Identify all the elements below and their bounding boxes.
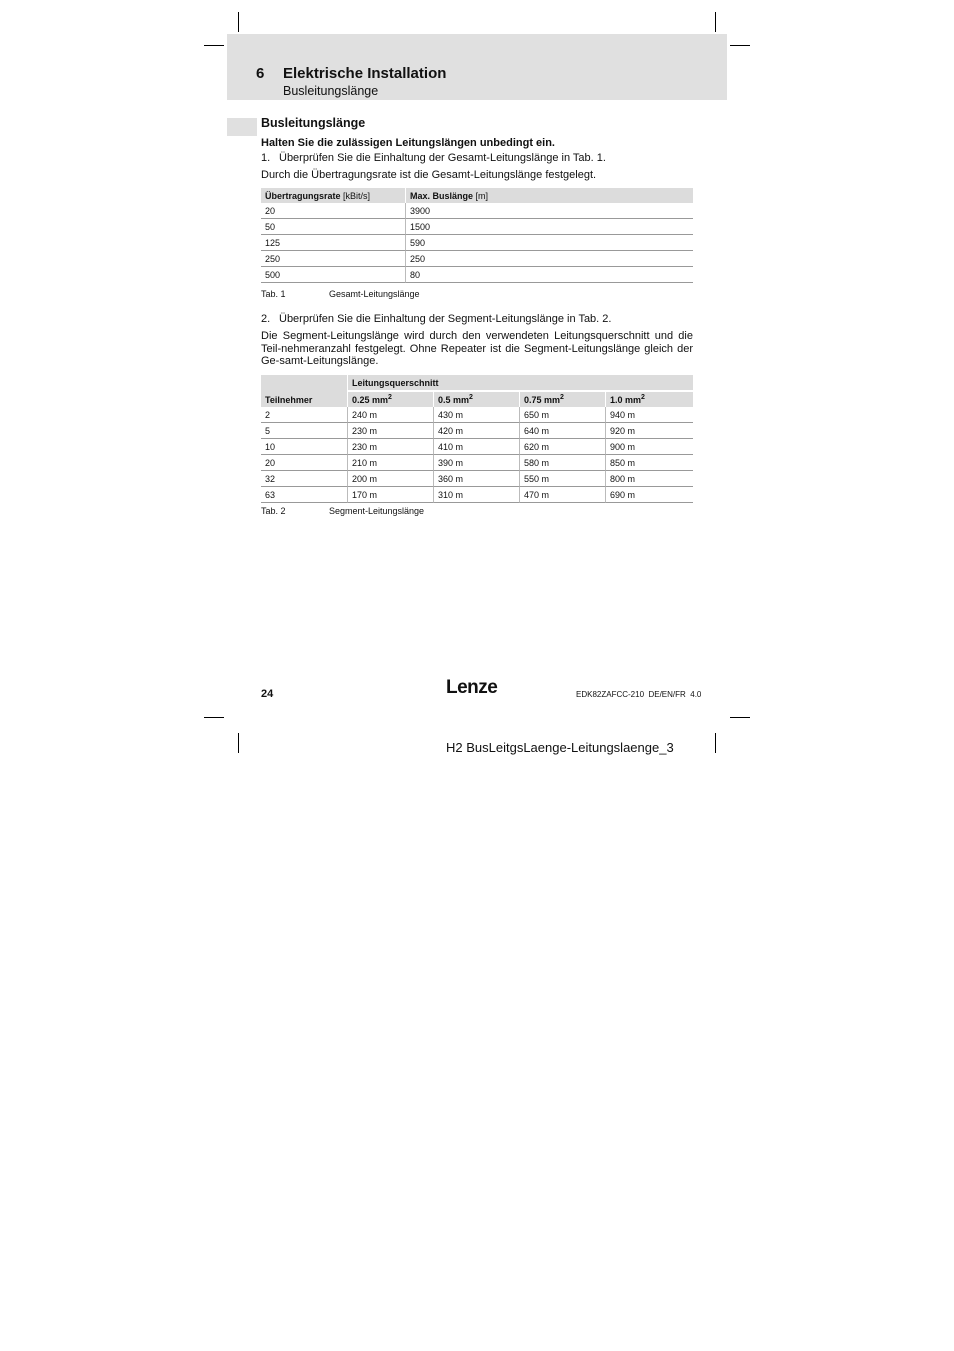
- table-cell: 63: [261, 487, 348, 503]
- table-row: [261, 455, 693, 471]
- table-row: [261, 251, 693, 267]
- table-cell: 210 m: [348, 455, 434, 471]
- crop-mark-top-right-horizontal: [730, 45, 750, 46]
- instruction-text: Halten Sie die zulässigen Leitungslängen unbedingt ein.: [261, 137, 555, 149]
- table-cell: 550 m: [520, 471, 606, 487]
- table-row: [261, 471, 693, 487]
- crop-mark-bottom-right-vertical: [715, 733, 716, 753]
- section-marker: [227, 118, 257, 136]
- document-id: EDK82ZAFCC-210 DE/EN/FR 4.0: [576, 690, 702, 699]
- section-title: Busleitungslänge: [261, 116, 366, 130]
- step1-note: Durch die Übertragungsrate ist die Gesamt-Leitungslänge festgelegt.: [261, 169, 597, 181]
- table-row: [261, 439, 693, 455]
- table-cell: 80: [406, 267, 693, 283]
- table-cell: 850 m: [606, 455, 693, 471]
- table-segment-leitungslaenge: [261, 375, 693, 503]
- table-cell: 230 m: [348, 439, 434, 455]
- table2-header-col-10: 1.0 $mm^2$: [606, 392, 693, 407]
- step1-text: Überprüfen Sie die Einhaltung der Gesamt-Leitungslänge in Tab. 1.: [279, 152, 606, 164]
- table-cell: 420 m: [434, 423, 520, 439]
- step2-number: 2.: [261, 313, 271, 325]
- table-row: [261, 235, 693, 251]
- table-cell: 690 m: [606, 487, 693, 503]
- table1-caption-text: Gesamt-Leitungslänge: [329, 289, 420, 299]
- lenze-logo: Lenze: [446, 677, 498, 698]
- table-cell: 20: [261, 455, 348, 471]
- crop-mark-top-left-horizontal: [204, 45, 224, 46]
- table-cell: 2: [261, 407, 348, 423]
- table-cell: 360 m: [434, 471, 520, 487]
- table-cell: 390 m: [434, 455, 520, 471]
- crop-mark-top-right-vertical: [715, 12, 716, 32]
- table-cell: 580 m: [520, 455, 606, 471]
- table-row: [261, 407, 693, 423]
- table-row: [261, 267, 693, 283]
- page-number: 24: [261, 688, 274, 700]
- table-gesamt-leitungslaenge: [261, 188, 693, 283]
- table-cell: 240 m: [348, 407, 434, 423]
- table-cell: 200 m: [348, 471, 434, 487]
- chapter-subtitle: Busleitungslänge: [283, 84, 379, 98]
- bottom-label: H2 BusLeitgsLaenge-Leitungslaenge_3: [446, 740, 674, 755]
- table-cell: 430 m: [434, 407, 520, 423]
- table-cell: 230 m: [348, 423, 434, 439]
- table2-header-col-075: 0.75 $mm^2$: [520, 392, 606, 407]
- table-cell: 10: [261, 439, 348, 455]
- table-row: [261, 219, 693, 235]
- table2-caption-number: Tab. 2: [261, 506, 286, 516]
- table-cell: 650 m: [520, 407, 606, 423]
- table-cell: 310 m: [434, 487, 520, 503]
- step1-number: 1.: [261, 152, 271, 164]
- table-cell: 590: [406, 235, 693, 251]
- table-cell: 800 m: [606, 471, 693, 487]
- table-cell: 620 m: [520, 439, 606, 455]
- table-cell: 50: [261, 219, 406, 235]
- table-cell: 250: [261, 251, 406, 267]
- step2-note: Die Segment-Leitungslänge wird durch den verwendeten Leitungsquerschnitt und die Teil-nehmeranzahl festgelegt. Ohne Repeater ist die Segment-Leitungslänge gleich der Ge-samt-Leitungslänge.: [261, 330, 693, 367]
- table1-header-length: Max. Buslänge [m]: [406, 188, 693, 203]
- table2-header-col-05: 0.5 $mm^2$: [434, 392, 520, 407]
- crop-mark-bottom-left-vertical: [238, 733, 239, 753]
- table-row: [261, 203, 693, 219]
- table-row: [261, 423, 693, 439]
- crop-mark-top-left-vertical: [238, 12, 239, 32]
- crop-mark-bottom-left-horizontal: [204, 717, 224, 718]
- table-cell: 20: [261, 203, 406, 219]
- chapter-number: 6: [256, 65, 265, 82]
- table-cell: 170 m: [348, 487, 434, 503]
- table2-caption-text: Segment-Leitungslänge: [329, 506, 425, 516]
- table-row: [261, 487, 693, 503]
- table-cell: 250: [406, 251, 693, 267]
- table-cell: 500: [261, 267, 406, 283]
- table-cell: 920 m: [606, 423, 693, 439]
- table2-header-col-025: 0.25 $mm^2$: [348, 392, 434, 407]
- crop-mark-bottom-right-horizontal: [730, 717, 750, 718]
- table2-header-group: Leitungsquerschnitt: [348, 375, 693, 392]
- table-cell: 5: [261, 423, 348, 439]
- table-cell: 410 m: [434, 439, 520, 455]
- table-cell: 1500: [406, 219, 693, 235]
- table2-header-participants: Teilnehmer: [261, 375, 348, 407]
- table-cell: 32: [261, 471, 348, 487]
- table-cell: 3900: [406, 203, 693, 219]
- chapter-title: Elektrische Installation: [283, 65, 447, 82]
- table-cell: 900 m: [606, 439, 693, 455]
- table-cell: 125: [261, 235, 406, 251]
- table-cell: 640 m: [520, 423, 606, 439]
- table-cell: 940 m: [606, 407, 693, 423]
- step2-text: Überprüfen Sie die Einhaltung der Segment-Leitungslänge in Tab. 2.: [279, 313, 612, 325]
- table1-caption-number: Tab. 1: [261, 289, 286, 299]
- table-cell: 470 m: [520, 487, 606, 503]
- table1-header-rate: Übertragungsrate [kBit/s]: [261, 188, 406, 203]
